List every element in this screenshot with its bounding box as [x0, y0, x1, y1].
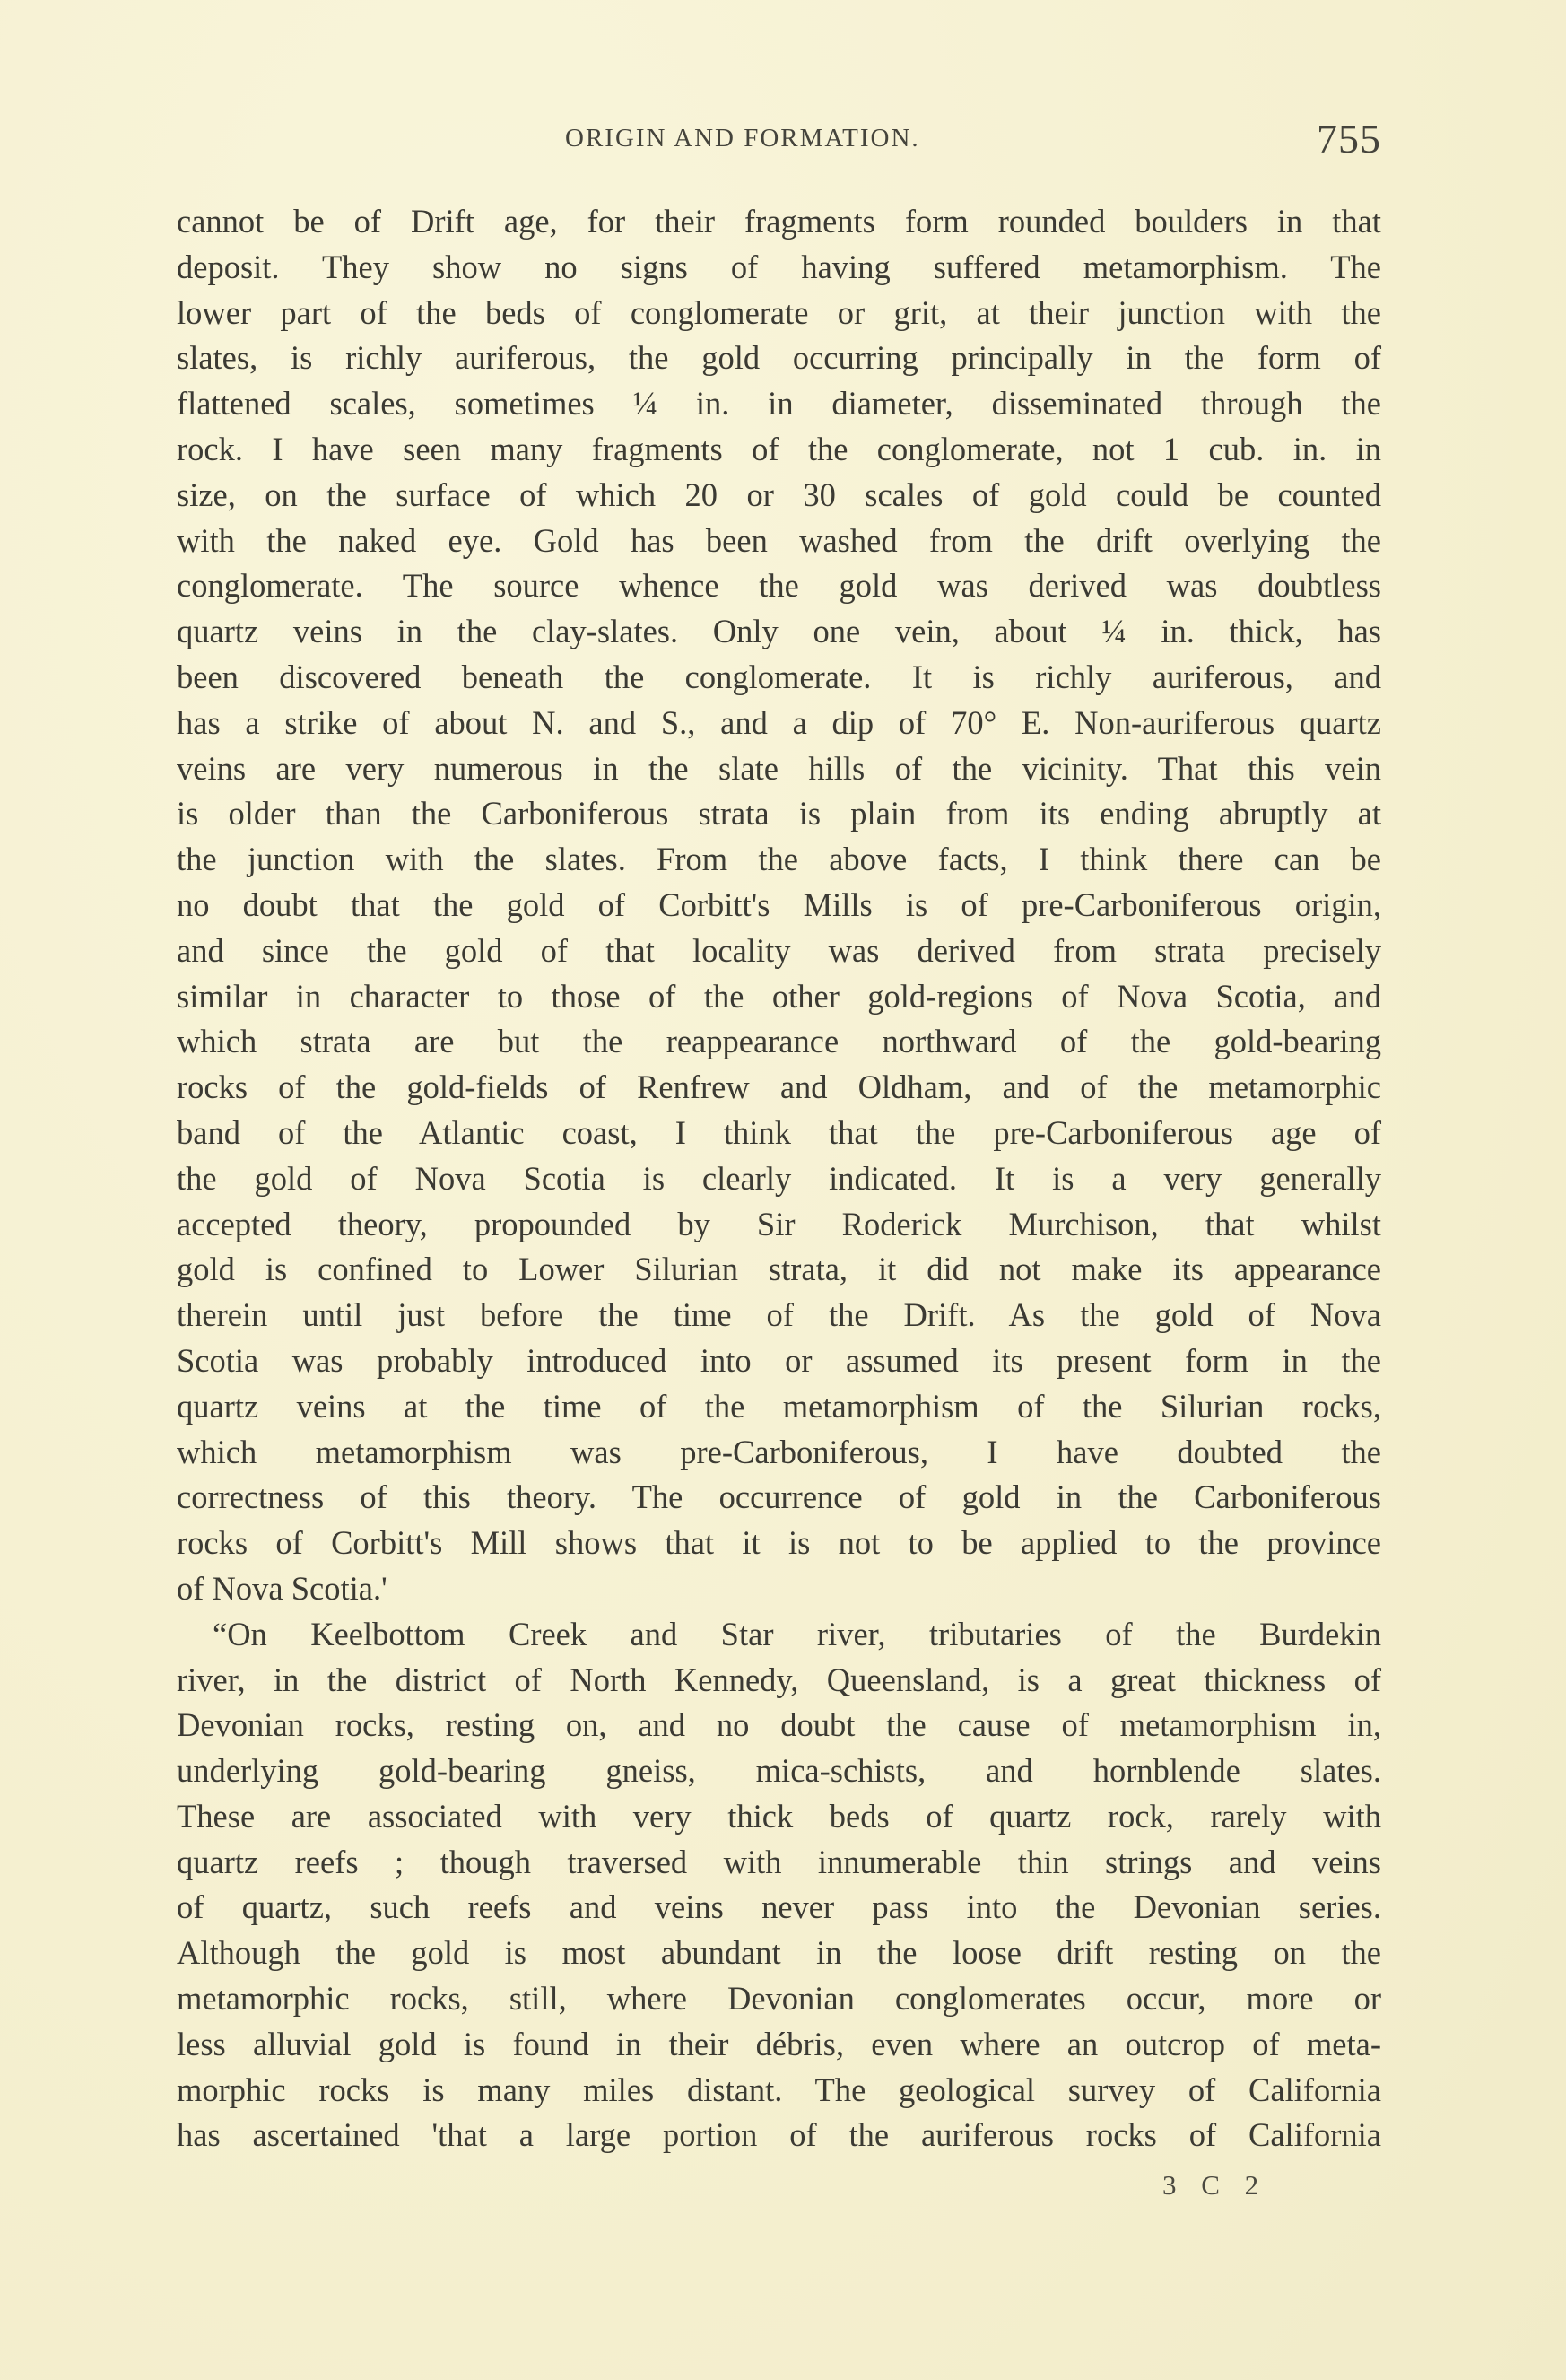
text-line: size, on the surface of which 20 or 30 scales of gold could be counted [177, 475, 1381, 513]
text-line: less alluvial gold is found in their débris, even where an outcrop of meta- [177, 2025, 1381, 2062]
text-line: the junction with the slates. From the above facts, I think there can be [177, 841, 1381, 878]
text-line: no doubt that the gold of Corbitt's Mills is of pre-Carboniferous origin, [177, 885, 1381, 923]
text-line: quartz veins in the clay-slates. Only one vein, about ¼ in. thick, has [177, 613, 1381, 650]
text-line: has ascertained 'that a large portion of the auriferous rocks of California [177, 2116, 1381, 2154]
text-line: rocks of Corbitt's Mill shows that it is not to be applied to the province [177, 1524, 1381, 1562]
text-line: with the naked eye. Gold has been washed from the drift overlying the [177, 521, 1381, 559]
text-line: has a strike of about N. and S., and a dip of 70° E. Non-auriferous quartz [177, 703, 1381, 741]
text-line: gold is confined to Lower Silurian strata, it did not make its appearance [177, 1251, 1381, 1288]
running-head [177, 118, 1381, 172]
text-line: therein until just before the time of the Drift. As the gold of Nova [177, 1296, 1381, 1334]
text-line: morphic rocks is many miles distant. The geological survey of California [177, 2071, 1381, 2108]
text-line: Although the gold is most abundant in the loose drift resting on the [177, 1934, 1381, 1972]
text-line: These are associated with very thick beds of quartz rock, rarely with [177, 1797, 1381, 1835]
text-line: band of the Atlantic coast, I think that the pre-Carboniferous age of [177, 1113, 1381, 1151]
text-line-paragraph-end: of Nova Scotia.' [177, 1569, 387, 1607]
text-line: slates, is richly auriferous, the gold occurring principally in the form of [177, 339, 1381, 377]
text-line: similar in character to those of the other gold-regions of Nova Scotia, and [177, 977, 1381, 1015]
text-line: metamorphic rocks, still, where Devonian conglomerates occur, more or [177, 1980, 1381, 2018]
text-line: lower part of the beds of conglomerate or grit, at their junction with the [177, 293, 1381, 331]
text-line: quartz veins at the time of the metamorphism of the Silurian rocks, [177, 1387, 1381, 1425]
text-line: and since the gold of that locality was derived from strata precisely [177, 931, 1381, 969]
text-line: underlying gold-bearing gneiss, mica-schists, and hornblende slates. [177, 1752, 1381, 1790]
text-line: deposit. They show no signs of having suffered metamorphism. The [177, 248, 1381, 285]
text-line: is older than the Carboniferous strata is plain from its ending abruptly at [177, 795, 1381, 833]
text-line: been discovered beneath the conglomerate. It is richly auriferous, and [177, 658, 1381, 695]
text-line: rock. I have seen many fragments of the conglomerate, not 1 cub. in. in [177, 430, 1381, 467]
text-line: flattened scales, sometimes ¼ in. in diameter, disseminated through the [177, 385, 1381, 423]
text-line-paragraph-start: “On Keelbottom Creek and Star river, tributaries of the Burdekin [213, 1615, 1381, 1652]
text-line: quartz reefs ; though traversed with innumerable thin strings and veins [177, 1843, 1381, 1880]
text-line: river, in the district of North Kennedy, Queensland, is a great thickness of [177, 1661, 1381, 1698]
text-line: which strata are but the reappearance northward of the gold-bearing [177, 1023, 1381, 1060]
text-line: rocks of the gold-fields of Renfrew and Oldham, and of the metamorphic [177, 1068, 1381, 1106]
text-line: the gold of Nova Scotia is clearly indicated. It is a very generally [177, 1159, 1381, 1197]
signature-mark: 3 C 2 [1162, 2169, 1268, 2201]
text-line: cannot be of Drift age, for their fragments form rounded boulders in that [177, 203, 1381, 240]
text-line: conglomerate. The source whence the gold was derived was doubtless [177, 567, 1381, 605]
text-line: Scotia was probably introduced into or assumed its present form in the [177, 1341, 1381, 1379]
text-line: Devonian rocks, resting on, and no doubt the cause of metamorphism in, [177, 1706, 1381, 1744]
running-title: ORIGIN AND FORMATION. [565, 124, 920, 153]
text-line: veins are very numerous in the slate hills of the vicinity. That this vein [177, 749, 1381, 787]
body-text [177, 199, 1381, 2158]
text-line: accepted theory, propounded by Sir Roderick Murchison, that whilst [177, 1205, 1381, 1242]
page-number: 755 [1317, 116, 1381, 161]
text-line: which metamorphism was pre-Carboniferous, I have doubted the [177, 1433, 1381, 1470]
text-line: correctness of this theory. The occurrence of gold in the Carboniferous [177, 1478, 1381, 1516]
text-line: of quartz, such reefs and veins never pass into the Devonian series. [177, 1888, 1381, 1926]
